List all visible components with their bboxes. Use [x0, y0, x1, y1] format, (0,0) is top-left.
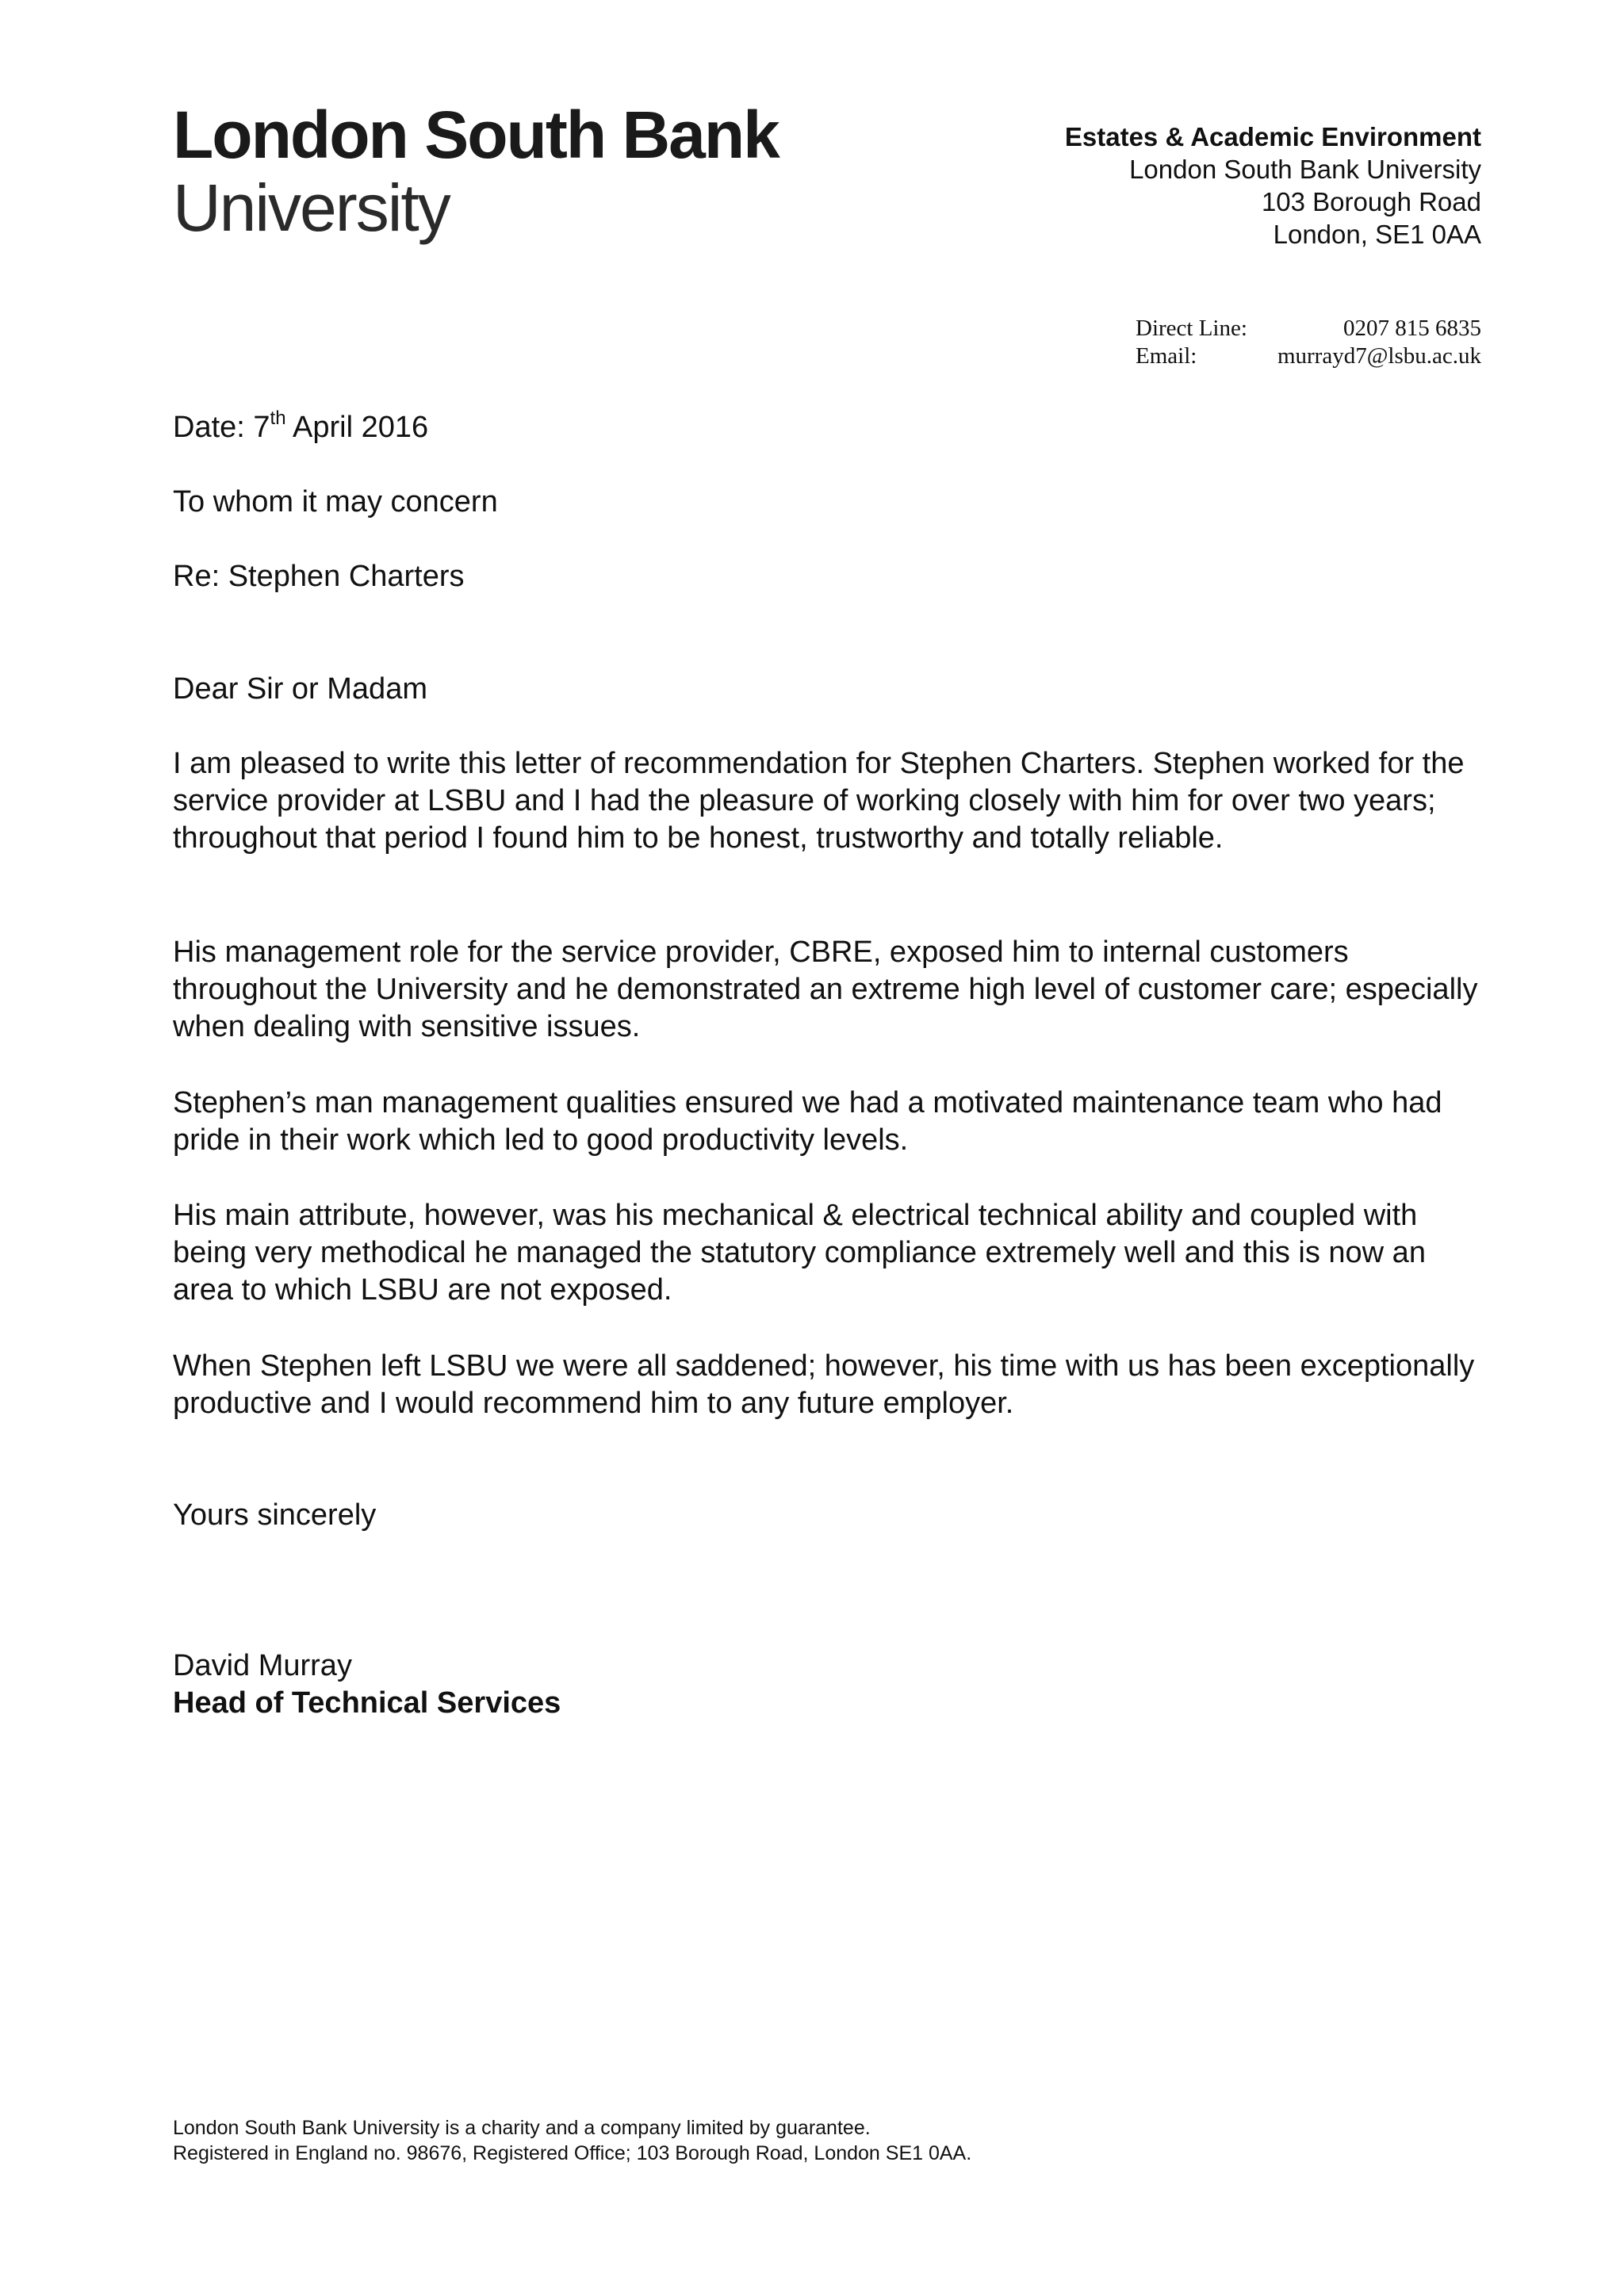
- email-row: [1136, 342, 1481, 370]
- letter-date: [173, 409, 1481, 446]
- contact-details: [1136, 315, 1481, 370]
- date-rest: April 2016: [293, 411, 429, 444]
- closing: Yours sincerely: [173, 1498, 377, 1532]
- email-label: Email:: [1136, 343, 1197, 369]
- footer-line-2: Registered in England no. 98676, Registered Office; 103 Borough Road, London SE1 0AA.: [173, 2142, 972, 2164]
- footer: [173, 2115, 971, 2166]
- direct-line-label: Direct Line:: [1136, 316, 1247, 341]
- institution-name: London South Bank University: [1129, 155, 1481, 184]
- university-logo: [173, 98, 779, 245]
- date-prefix: Date: 7: [173, 411, 270, 444]
- street-address: 103 Borough Road: [1261, 187, 1481, 216]
- body-paragraph-3: Stephen’s man management qualities ensured we had a motivated maintenance team who had pride in their work which led to good productivity levels.: [173, 1086, 1442, 1157]
- logo-line-1: London South Bank: [173, 98, 779, 172]
- signatory-name: David Murray: [173, 1649, 352, 1682]
- salutation: Dear Sir or Madam: [173, 672, 427, 706]
- sender-address: [1065, 121, 1481, 251]
- reference-line: Re: Stephen Charters: [173, 560, 465, 593]
- direct-line-value: 0207 815 6835: [1343, 316, 1481, 341]
- body-paragraph-2: His management role for the service provider, CBRE, exposed him to internal customers throughout the University and he demonstrated an extreme high level of customer care; especially when dealing with sensitive issues.: [173, 936, 1478, 1043]
- direct-line-row: [1136, 315, 1481, 342]
- body-paragraph-1: I am pleased to write this letter of recommendation for Stephen Charters. Stephen worked for the service provider at LSBU and I had the pleasure of working closely with him for over two years; throughout that period I found him to be honest, trustworthy and totally reliable.: [173, 747, 1465, 855]
- addressee: To whom it may concern: [173, 485, 498, 519]
- body-paragraph-4: His main attribute, however, was his mechanical & electrical technical ability and coupled with being very methodical he managed the statutory compliance extremely well and this is now an area to which LSBU are not exposed.: [173, 1199, 1426, 1307]
- email-value: murrayd7@lsbu.ac.uk: [1277, 343, 1481, 369]
- body-paragraph-5: When Stephen left LSBU we were all saddened; however, his time with us has been exceptionally productive and I would recommend him to any future employer.: [173, 1349, 1475, 1420]
- city-postcode: London, SE1 0AA: [1273, 220, 1481, 249]
- date-ordinal: th: [270, 408, 286, 430]
- footer-line-1: London South Bank University is a charity and a company limited by guarantee.: [173, 2117, 871, 2139]
- logo-line-2: University: [173, 170, 450, 245]
- signatory-title: Head of Technical Services: [173, 1686, 561, 1720]
- department-name: Estates & Academic Environment: [1064, 122, 1481, 151]
